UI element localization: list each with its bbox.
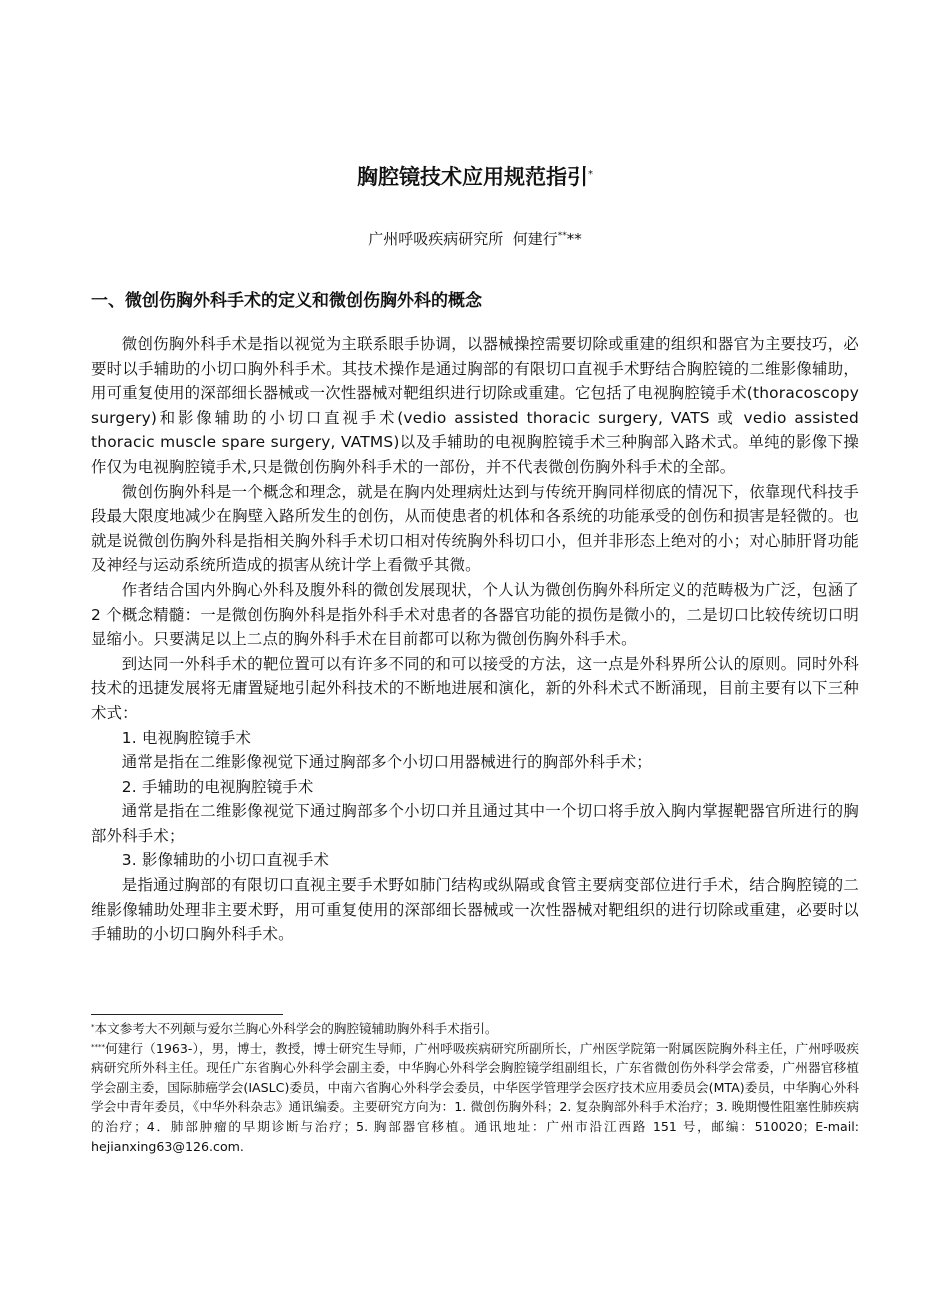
title-text: 胸腔镜技术应用规范指引 [357, 165, 588, 189]
footnote-text: 本文参考大不列颠与爱尔兰胸心外科学会的胸腔镜辅助胸外科手术指引。 [94, 1021, 498, 1036]
author-line [91, 228, 859, 250]
technique-heading: 2. 手辅助的电视胸腔镜手术 [121, 777, 314, 796]
footnote-mark: * [91, 1023, 95, 1031]
technique-description: 通常是指在二维影像视觉下通过胸部多个小切口并且通过其中一个切口将手放入胸内掌握靶器官所进行的胸部外科手术； [91, 802, 859, 845]
footnote [91, 1019, 859, 1039]
footnote [91, 1039, 859, 1157]
author-affiliation: 广州呼吸疾病研究所 何建行 [368, 230, 558, 248]
section-heading: 一、微创伤胸外科手术的定义和微创伤胸外科的概念 [91, 291, 482, 311]
technique-heading: 1. 电视胸腔镜手术 [121, 728, 252, 747]
technique-heading: 3. 影像辅助的小切口直视手术 [121, 851, 330, 870]
author-footnote-mark: ** [566, 230, 582, 248]
body-text [91, 332, 859, 947]
title-footnote-mark: * [588, 169, 593, 180]
footnote-divider [91, 1014, 283, 1015]
paragraph: 到达同一外科手术的靶位置可以有许多不同的和可以接受的方法，这一点是外科界所公认的原则。同时外科技术的迅捷发展将无庸置疑地引起外科技术的不断地进展和演化，新的外科术式不断涌现，目前主要有以下三种术式： [91, 654, 859, 722]
technique-description: 是指通过胸部的有限切口直视主要手术野如肺门结构或纵隔或食管主要病变部位进行手术，结合胸腔镜的二维影像辅助处理非主要术野，用可重复使用的深部细长器械或一次性器械对靶组织的进行切除或重建，必要时以手辅助的小切口胸外科手术。 [91, 876, 859, 944]
footnotes [91, 1019, 859, 1156]
technique-description: 通常是指在二维影像视觉下通过胸部多个小切口用器械进行的胸部外科手术； [121, 753, 652, 772]
document-title [91, 163, 859, 191]
paragraph: 微创伤胸外科手术是指以视觉为主联系眼手协调，以器械操控需要切除或重建的组织和器官为主要技巧，必要时以手辅助的小切口胸外科手术。其技术操作是通过胸部的有限切口直视手术野结合胸腔镜的二维影像辅助，用可重复使用的深部细长器械或一次性器械对靶组织进行切除或重建。它包括了电视胸腔镜手术(thoracoscopy surgery)和影像辅助的小切口直视手术(vedio assisted thoracic surgery, VATS 或 vedio assisted thoracic muscle spare surgery, VATMS)以及手辅助的电视胸腔镜手术三种胸部入路术式。单纯的影像下操作仅为电视胸腔镜手术,只是微创伤胸外科手术的一部份，并不代表微创伤胸外科手术的全部。 [91, 335, 859, 476]
footnote-text: 何建行（1963-），男，博士，教授，博士研究生导师，广州呼吸疾病研究所副所长，广州医学院第一附属医院胸外科主任，广州呼吸疾病研究所外科主任。现任广东省胸心外科学会副主委，中华胸心外科学会胸腔镜学组副组长，广东省微创伤外科学会常委，广州器官移植学会副主委，国际肺癌学会(IASLC)委员，中南六省胸心外科学会委员，中华医学管理学会医疗技术应用委员会(MTA)委员，中华胸心外科学会中青年委员，《中华外科杂志》通讯编委。主要研究方向为：1. 微创伤胸外科；2. 复杂胸部外科手术治疗；3. 晚期慢性阻塞性肺疾病的治疗；4．肺部肿瘤的早期诊断与治疗；5. 胸部器官移植。通讯地址：广州市沿江西路 151 号，邮编：510020；E-mail: hejianxing63@126.com. [91, 1040, 859, 1154]
paragraph: 作者结合国内外胸心外科及腹外科的微创发展现状，个人认为微创伤胸外科所定义的范畴极为广泛，包涵了 2 个概念精髓：一是微创伤胸外科是指外科手术对患者的各器官功能的损伤是微小的，二是切口比较传统切口明显缩小。只要满足以上二点的胸外科手术在目前都可以称为微创伤胸外科手术。 [91, 580, 859, 649]
paragraph: 微创伤胸外科是一个概念和理念，就是在胸内处理病灶达到与传统开胸同样彻底的情况下，依靠现代科技手段最大限度地减少在胸壁入路所发生的创伤，从而使患者的机体和各系统的功能承受的创伤和损害是轻微的。也就是说微创伤胸外科是指相关胸外科手术切口相对传统胸外科切口小，但并非形态上绝对的小；对心肺肝肾功能及神经与运动系统所造成的损害从统计学上看微乎其微。 [91, 482, 859, 575]
author-footnote-mark-small: ** [557, 231, 567, 241]
footnote-mark: **** [91, 1042, 105, 1051]
